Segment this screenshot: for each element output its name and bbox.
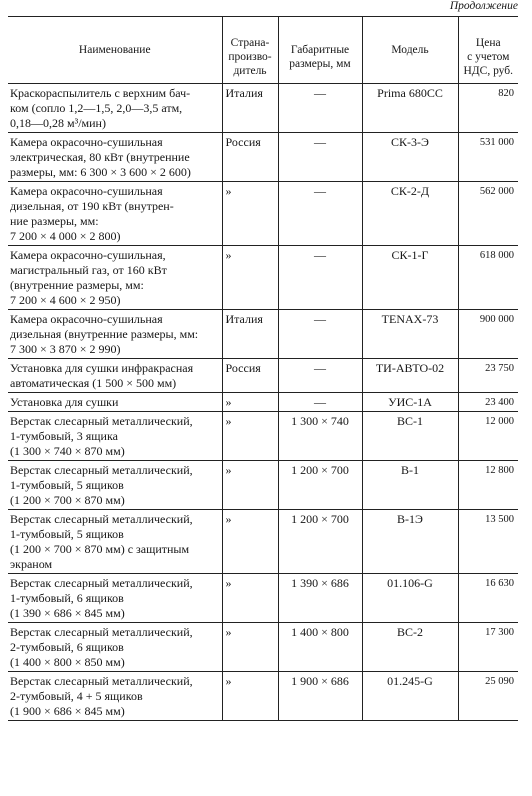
dimensions-cell: 1 200 × 700: [278, 510, 362, 574]
table-row: [8, 84, 518, 133]
item-name-cell: Верстак слесарный металлический, 1-тумбовый, 5 ящиков (1 200 × 700 × 870 мм) с защитным экраном: [8, 510, 222, 574]
model-cell: ТИ-АВТО-02: [362, 359, 458, 393]
price-cell: 12 800: [458, 461, 518, 510]
model-cell: TENAX-73: [362, 310, 458, 359]
table-row: [8, 246, 518, 310]
dimensions-cell: —: [278, 393, 362, 412]
item-name-cell: Краскораспылитель с верхним бач- ком (сопло 1,2—1,5, 2,0—3,5 атм, 0,18—0,28 м³/мин): [8, 84, 222, 133]
price-cell: 531 000: [458, 133, 518, 182]
column-header-label: Наименование: [78, 44, 151, 56]
table-row: [8, 574, 518, 623]
column-header-label: Цена с учетом НДС, руб.: [463, 37, 513, 77]
country-cell: »: [222, 461, 278, 510]
table-row: [8, 412, 518, 461]
dimensions-cell: 1 300 × 740: [278, 412, 362, 461]
table-row: [8, 182, 518, 246]
dimensions-cell: 1 900 × 686: [278, 672, 362, 721]
item-name-cell: Верстак слесарный металлический, 1-тумбовый, 3 ящика (1 300 × 740 × 870 мм): [8, 412, 222, 461]
item-name-cell: Верстак слесарный металлический, 2-тумбовый, 6 ящиков (1 400 × 800 × 850 мм): [8, 623, 222, 672]
price-cell: 23 750: [458, 359, 518, 393]
table-row: [8, 133, 518, 182]
model-cell: 01.106-G: [362, 574, 458, 623]
country-cell: Италия: [222, 310, 278, 359]
price-cell: 17 300: [458, 623, 518, 672]
price-cell: 562 000: [458, 182, 518, 246]
table-row: [8, 393, 518, 412]
price-cell: 13 500: [458, 510, 518, 574]
column-header-model: [362, 17, 458, 84]
table-row: [8, 510, 518, 574]
table-row: [8, 623, 518, 672]
model-cell: СК-2-Д: [362, 182, 458, 246]
table-row: [8, 359, 518, 393]
column-header-country: [222, 17, 278, 84]
column-header-label: Страна- произво- дитель: [228, 37, 272, 77]
country-cell: Россия: [222, 133, 278, 182]
dimensions-cell: —: [278, 310, 362, 359]
column-header-label: Модель: [391, 44, 429, 56]
table-row: [8, 461, 518, 510]
price-cell: 23 400: [458, 393, 518, 412]
price-cell: 618 000: [458, 246, 518, 310]
dimensions-cell: —: [278, 359, 362, 393]
model-cell: УИС-1А: [362, 393, 458, 412]
country-cell: »: [222, 672, 278, 721]
dimensions-cell: —: [278, 133, 362, 182]
item-name-cell: Камера окрасочно-сушильная дизельная, от 190 кВт (внутрен- ние размеры, мм: 7 200 × 4 000 × 2 800): [8, 182, 222, 246]
model-cell: СК-3-Э: [362, 133, 458, 182]
price-table: [8, 16, 518, 721]
country-cell: »: [222, 246, 278, 310]
country-cell: »: [222, 182, 278, 246]
dimensions-cell: —: [278, 84, 362, 133]
country-cell: »: [222, 393, 278, 412]
item-name-cell: Верстак слесарный металлический, 1-тумбовый, 6 ящиков (1 390 × 686 × 845 мм): [8, 574, 222, 623]
column-header-price: [458, 17, 518, 84]
price-cell: 12 000: [458, 412, 518, 461]
item-name-cell: Установка для сушки инфракрасная автоматическая (1 500 × 500 мм): [8, 359, 222, 393]
model-cell: Prima 680CC: [362, 84, 458, 133]
model-cell: 01.245-G: [362, 672, 458, 721]
model-cell: В-1: [362, 461, 458, 510]
item-name-cell: Верстак слесарный металлический, 2-тумбовый, 4 + 5 ящиков (1 900 × 686 × 845 мм): [8, 672, 222, 721]
table-header-row: [8, 17, 518, 84]
country-cell: »: [222, 623, 278, 672]
table-row: [8, 672, 518, 721]
price-cell: 820: [458, 84, 518, 133]
country-cell: Италия: [222, 84, 278, 133]
column-header-label: Габаритные размеры, мм: [289, 44, 351, 70]
column-header-name: [8, 17, 222, 84]
model-cell: В-1Э: [362, 510, 458, 574]
dimensions-cell: 1 400 × 800: [278, 623, 362, 672]
country-cell: Россия: [222, 359, 278, 393]
model-cell: СК-1-Г: [362, 246, 458, 310]
model-cell: ВС-1: [362, 412, 458, 461]
country-cell: »: [222, 510, 278, 574]
item-name-cell: Камера окрасочно-сушильная электрическая, 80 кВт (внутренние размеры, мм: 6 300 × 3 600 × 2 600): [8, 133, 222, 182]
dimensions-cell: 1 200 × 700: [278, 461, 362, 510]
dimensions-cell: 1 390 × 686: [278, 574, 362, 623]
item-name-cell: Верстак слесарный металлический, 1-тумбовый, 5 ящиков (1 200 × 700 × 870 мм): [8, 461, 222, 510]
dimensions-cell: —: [278, 246, 362, 310]
table-row: [8, 310, 518, 359]
dimensions-cell: —: [278, 182, 362, 246]
item-name-cell: Установка для сушки: [8, 393, 222, 412]
continuation-label: Продолжение: [449, 0, 518, 12]
column-header-dimensions: [278, 17, 362, 84]
price-cell: 25 090: [458, 672, 518, 721]
item-name-cell: Камера окрасочно-сушильная дизельная (внутренние размеры, мм: 7 300 × 3 870 × 2 990): [8, 310, 222, 359]
country-cell: »: [222, 412, 278, 461]
item-name-cell: Камера окрасочно-сушильная, магистральный газ, от 160 кВт (внутренние размеры, мм: 7 200 × 4 600 × 2 950): [8, 246, 222, 310]
price-cell: 900 000: [458, 310, 518, 359]
price-cell: 16 630: [458, 574, 518, 623]
country-cell: »: [222, 574, 278, 623]
model-cell: ВС-2: [362, 623, 458, 672]
